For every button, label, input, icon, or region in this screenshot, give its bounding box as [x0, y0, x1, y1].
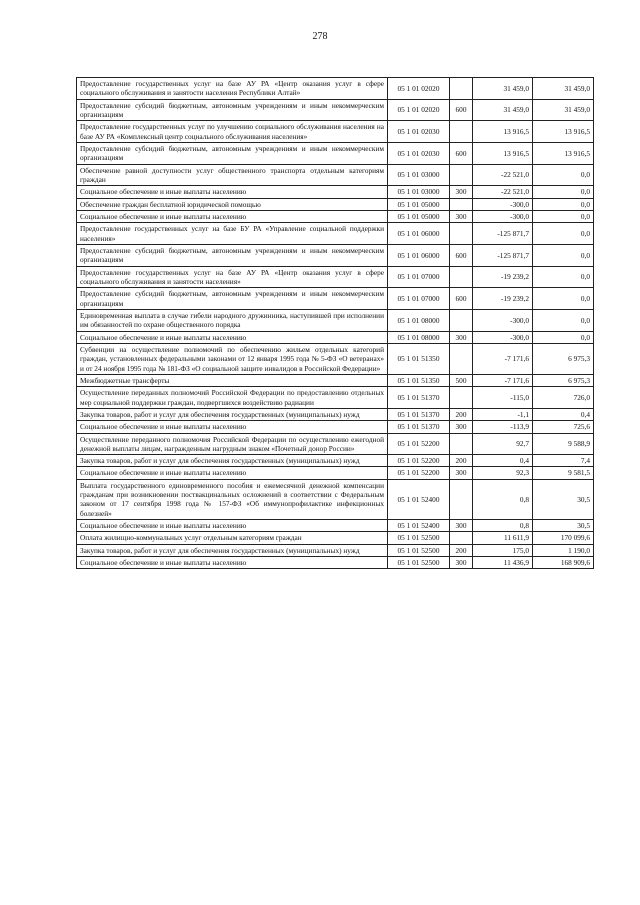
row-code: 05 1 01 51350 — [388, 374, 450, 386]
row-value-2: 9 581,5 — [533, 467, 594, 479]
row-value-1: 0,8 — [473, 520, 533, 532]
row-value-1: -22 521,0 — [473, 186, 533, 198]
row-name: Закупка товаров, работ и услуг для обеспечения государственных (муниципальных) нужд — [77, 455, 388, 467]
row-name: Закупка товаров, работ и услуг для обеспечения государственных (муниципальных) нужд — [77, 544, 388, 556]
row-name: Выплата государственного единовременного пособия и ежемесячной денежной компенсации гражданам при возникновении поствакцинальных осложнений в соответствии с Федеральным законом от 17 сентября 1998 года № 157-ФЗ «Об иммунопрофилактике инфекционных болезней» — [77, 479, 388, 519]
row-value-2: 0,0 — [533, 198, 594, 210]
row-value-1: -300,0 — [473, 210, 533, 222]
row-code: 05 1 01 52500 — [388, 532, 450, 544]
row-value-2: 0,0 — [533, 288, 594, 310]
table-row — [77, 421, 594, 433]
row-code: 05 1 01 02030 — [388, 121, 450, 143]
row-code: 05 1 01 08000 — [388, 309, 450, 331]
row-value-2: 168 909,6 — [533, 557, 594, 569]
row-expense-type: 600 — [450, 142, 473, 164]
row-value-1: -300,0 — [473, 198, 533, 210]
row-value-2: 7,4 — [533, 455, 594, 467]
row-value-1: -7 171,6 — [473, 343, 533, 374]
row-name: Социальное обеспечение и иные выплаты населению — [77, 421, 388, 433]
row-code: 05 1 01 52400 — [388, 520, 450, 532]
row-expense-type — [450, 309, 473, 331]
row-expense-type: 300 — [450, 186, 473, 198]
table-row — [77, 374, 594, 386]
budget-table — [76, 77, 594, 569]
row-value-2: 170 099,6 — [533, 532, 594, 544]
budget-table-body — [77, 78, 594, 569]
row-name: Осуществление переданных полномочий Российской Федерации по предоставлению отдельных мер социальной поддержки граждан, подвергшихся воздействию радиации — [77, 387, 388, 409]
row-value-1: 92,3 — [473, 467, 533, 479]
row-value-2: 30,5 — [533, 520, 594, 532]
row-name: Социальное обеспечение и иные выплаты населению — [77, 210, 388, 222]
row-expense-type — [450, 198, 473, 210]
row-value-2: 13 916,5 — [533, 121, 594, 143]
row-value-1: 0,8 — [473, 479, 533, 519]
row-value-2: 0,0 — [533, 266, 594, 288]
row-value-2: 0,0 — [533, 210, 594, 222]
row-value-2: 9 588,9 — [533, 433, 594, 455]
table-row — [77, 223, 594, 245]
table-row — [77, 343, 594, 374]
table-row — [77, 309, 594, 331]
table-row — [77, 121, 594, 143]
row-value-1: -125 871,7 — [473, 244, 533, 266]
row-code: 05 1 01 03000 — [388, 186, 450, 198]
row-value-1: 11 436,9 — [473, 557, 533, 569]
row-value-1: -22 521,0 — [473, 164, 533, 186]
table-row — [77, 244, 594, 266]
row-expense-type: 600 — [450, 99, 473, 121]
table-row — [77, 78, 594, 100]
row-value-2: 725,6 — [533, 421, 594, 433]
row-code: 05 1 01 06000 — [388, 244, 450, 266]
row-value-1: -125 871,7 — [473, 223, 533, 245]
row-value-2: 6 975,3 — [533, 374, 594, 386]
row-name: Осуществление переданного полномочия Российской Федерации по осуществлению ежегодной денежной выплаты лицам, награжденным нагрудным знаком «Почетный донор России» — [77, 433, 388, 455]
row-expense-type: 300 — [450, 467, 473, 479]
row-value-1: -300,0 — [473, 331, 533, 343]
row-name: Социальное обеспечение и иные выплаты населению — [77, 467, 388, 479]
row-value-1: 92,7 — [473, 433, 533, 455]
row-value-1: 175,0 — [473, 544, 533, 556]
row-expense-type — [450, 532, 473, 544]
table-row — [77, 433, 594, 455]
row-name: Социальное обеспечение и иные выплаты населению — [77, 557, 388, 569]
row-value-2: 0,0 — [533, 331, 594, 343]
row-code: 05 1 01 51370 — [388, 408, 450, 420]
row-code: 05 1 01 06000 — [388, 223, 450, 245]
row-name: Оплата жилищно-коммунальных услуг отдельным категориям граждан — [77, 532, 388, 544]
row-name: Предоставление субсидий бюджетным, автономным учреждениям и иным некоммерческим организациям — [77, 288, 388, 310]
row-expense-type: 500 — [450, 374, 473, 386]
row-value-1: -115,0 — [473, 387, 533, 409]
row-expense-type: 600 — [450, 244, 473, 266]
row-value-1: -19 239,2 — [473, 266, 533, 288]
row-expense-type: 200 — [450, 455, 473, 467]
row-expense-type — [450, 78, 473, 100]
row-value-2: 1 190,0 — [533, 544, 594, 556]
table-row — [77, 544, 594, 556]
table-row — [77, 387, 594, 409]
row-name: Социальное обеспечение и иные выплаты населению — [77, 520, 388, 532]
row-expense-type: 300 — [450, 557, 473, 569]
row-expense-type — [450, 387, 473, 409]
row-expense-type: 300 — [450, 210, 473, 222]
row-name: Предоставление государственных услуг по улучшению социального обслуживания населения на базе АУ РА «Комплексный центр социального обслуживания населения» — [77, 121, 388, 143]
row-expense-type: 300 — [450, 421, 473, 433]
row-value-2: 30,5 — [533, 479, 594, 519]
table-row — [77, 331, 594, 343]
row-value-2: 31 459,0 — [533, 99, 594, 121]
table-row — [77, 142, 594, 164]
table-row — [77, 266, 594, 288]
table-row — [77, 557, 594, 569]
row-expense-type — [450, 266, 473, 288]
row-value-2: 31 459,0 — [533, 78, 594, 100]
row-name: Обеспечение равной доступности услуг общественного транспорта отдельным категориям граждан — [77, 164, 388, 186]
row-code: 05 1 01 02030 — [388, 142, 450, 164]
table-row — [77, 164, 594, 186]
table-row — [77, 210, 594, 222]
row-expense-type — [450, 479, 473, 519]
row-name: Субвенции на осуществление полномочий по обеспечению жильем отдельных категорий граждан, установленных федеральными законами от 12 января 1995 года № 5-ФЗ «О ветеранах» и от 24 ноября 1995 года № 181-ФЗ «О социальной защите инвалидов в Российской Федерации» — [77, 343, 388, 374]
row-value-1: 31 459,0 — [473, 78, 533, 100]
row-value-2: 726,0 — [533, 387, 594, 409]
row-name: Предоставление субсидий бюджетным, автономным учреждениям и иным некоммерческим организациям — [77, 142, 388, 164]
row-code: 05 1 01 07000 — [388, 288, 450, 310]
row-expense-type — [450, 343, 473, 374]
table-row — [77, 99, 594, 121]
table-row — [77, 408, 594, 420]
row-value-1: 0,4 — [473, 455, 533, 467]
row-code: 05 1 01 51370 — [388, 421, 450, 433]
row-code: 05 1 01 02020 — [388, 78, 450, 100]
row-value-1: 31 459,0 — [473, 99, 533, 121]
row-code: 05 1 01 51370 — [388, 387, 450, 409]
table-row — [77, 520, 594, 532]
row-value-1: -19 239,2 — [473, 288, 533, 310]
table-row — [77, 198, 594, 210]
row-value-2: 0,4 — [533, 408, 594, 420]
row-expense-type: 600 — [450, 288, 473, 310]
row-code: 05 1 01 52200 — [388, 433, 450, 455]
row-code: 05 1 01 52500 — [388, 557, 450, 569]
row-value-1: -113,9 — [473, 421, 533, 433]
table-row — [77, 186, 594, 198]
row-code: 05 1 01 52400 — [388, 479, 450, 519]
row-name: Предоставление субсидий бюджетным, автономным учреждениям и иным некоммерческим организациям — [77, 244, 388, 266]
row-name: Предоставление государственных услуг на базе АУ РА «Центр оказания услуг в сфере социального обслуживания и занятости населения» — [77, 266, 388, 288]
row-value-2: 13 916,5 — [533, 142, 594, 164]
row-name: Закупка товаров, работ и услуг для обеспечения государственных (муниципальных) нужд — [77, 408, 388, 420]
row-value-1: 13 916,5 — [473, 142, 533, 164]
row-name: Предоставление государственных услуг на базе АУ РА «Центр оказания услуг в сфере социального обслуживания и занятости населения Республики Алтай» — [77, 78, 388, 100]
row-code: 05 1 01 52200 — [388, 467, 450, 479]
row-code: 05 1 01 51350 — [388, 343, 450, 374]
row-name: Обеспечение граждан бесплатной юридической помощью — [77, 198, 388, 210]
row-value-2: 0,0 — [533, 223, 594, 245]
row-expense-type — [450, 223, 473, 245]
row-expense-type: 300 — [450, 520, 473, 532]
row-value-2: 0,0 — [533, 309, 594, 331]
row-code: 05 1 01 05000 — [388, 210, 450, 222]
row-code: 05 1 01 52500 — [388, 544, 450, 556]
row-expense-type: 200 — [450, 544, 473, 556]
row-expense-type — [450, 164, 473, 186]
table-row — [77, 479, 594, 519]
row-code: 05 1 01 52200 — [388, 455, 450, 467]
row-code: 05 1 01 05000 — [388, 198, 450, 210]
row-value-2: 6 975,3 — [533, 343, 594, 374]
row-name: Межбюджетные трансферты — [77, 374, 388, 386]
row-expense-type: 200 — [450, 408, 473, 420]
row-value-2: 0,0 — [533, 164, 594, 186]
row-name: Социальное обеспечение и иные выплаты населению — [77, 186, 388, 198]
row-name: Единовременная выплата в случае гибели народного дружинника, наступившей при исполнении им обязанностей по охране общественного порядка — [77, 309, 388, 331]
row-expense-type: 300 — [450, 331, 473, 343]
row-value-1: -300,0 — [473, 309, 533, 331]
table-row — [77, 288, 594, 310]
table-row — [77, 532, 594, 544]
row-code: 05 1 01 08000 — [388, 331, 450, 343]
row-code: 05 1 01 07000 — [388, 266, 450, 288]
row-code: 05 1 01 02020 — [388, 99, 450, 121]
row-code: 05 1 01 03000 — [388, 164, 450, 186]
row-expense-type — [450, 121, 473, 143]
row-expense-type — [450, 433, 473, 455]
row-name: Предоставление субсидий бюджетным, автономным учреждениям и иным некоммерческим организациям — [77, 99, 388, 121]
row-value-1: 13 916,5 — [473, 121, 533, 143]
table-row — [77, 467, 594, 479]
row-value-2: 0,0 — [533, 244, 594, 266]
row-name: Социальное обеспечение и иные выплаты населению — [77, 331, 388, 343]
row-value-1: 11 611,9 — [473, 532, 533, 544]
table-row — [77, 455, 594, 467]
row-name: Предоставление государственных услуг на базе БУ РА «Управление социальной поддержки населения» — [77, 223, 388, 245]
page-number: 278 — [312, 31, 328, 42]
row-value-1: -1,1 — [473, 408, 533, 420]
row-value-1: -7 171,6 — [473, 374, 533, 386]
row-value-2: 0,0 — [533, 186, 594, 198]
